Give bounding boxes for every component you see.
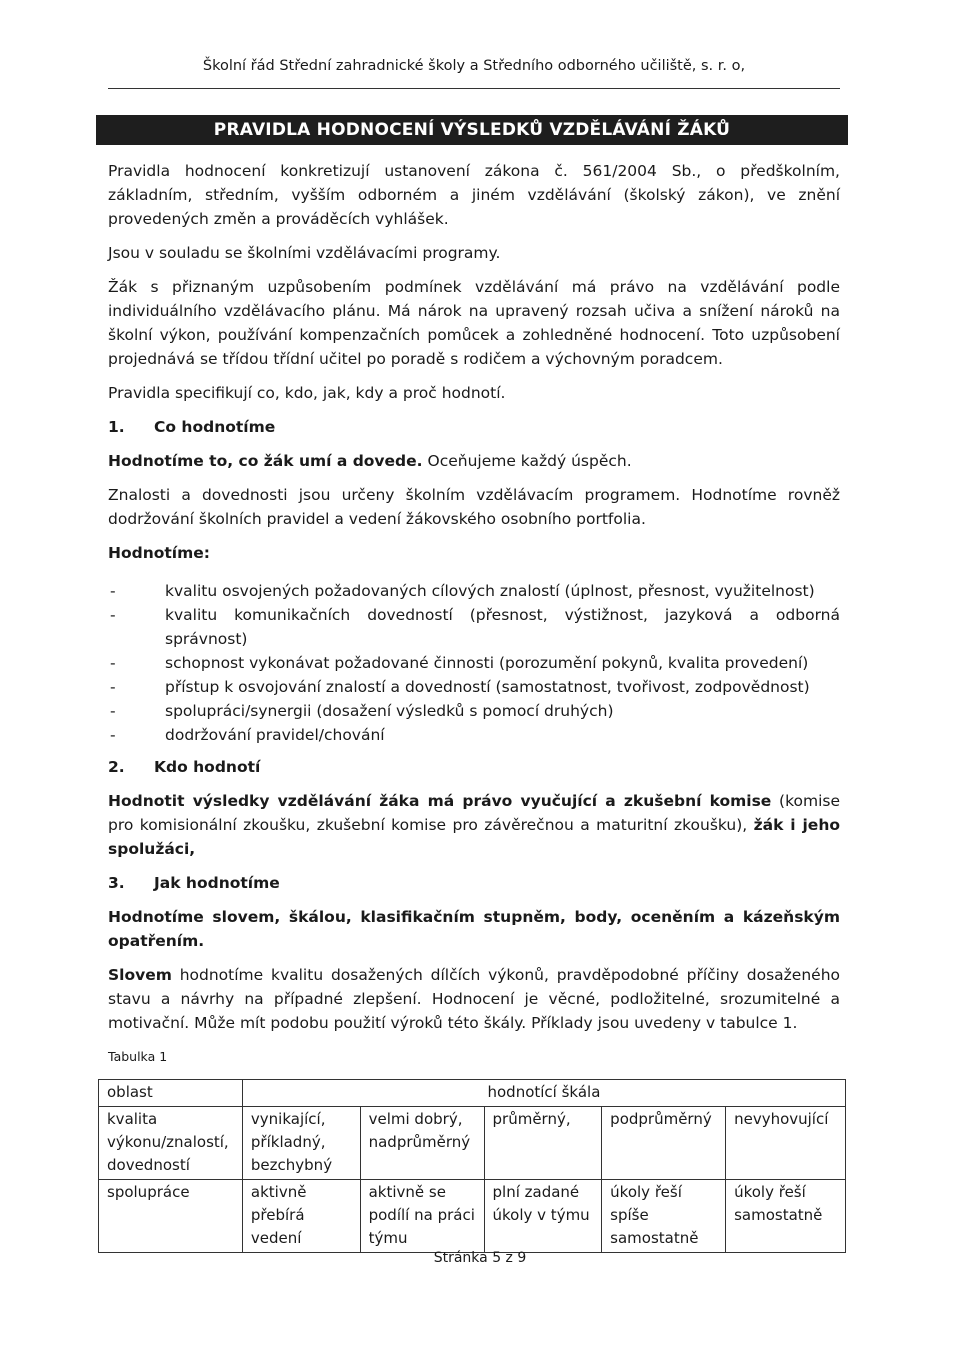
list-item-text: dodržování pravidel/chování — [165, 726, 385, 744]
list-item — [108, 723, 840, 747]
list-item-text: kvalitu osvojených požadovaných cílových znalostí (úplnost, přesnost, využitelnost) — [165, 582, 815, 600]
section-2-paragraph — [108, 789, 840, 861]
evaluation-scale-table — [98, 1079, 846, 1253]
list-item — [108, 651, 840, 675]
section-3-title: Jak hodnotíme — [154, 874, 280, 892]
list-item — [108, 699, 840, 723]
table-cell: úkoly řeší samostatně — [726, 1180, 846, 1253]
table-cell: úkoly řeší spíše samostatně — [602, 1180, 726, 1253]
section-2-bold-1: Hodnotit výsledky vzdělávání žáka má právo vyučující a zkušební komise — [108, 792, 772, 810]
section-2-heading — [108, 755, 840, 779]
table-header-row — [99, 1080, 846, 1107]
section-1-number: 1. — [108, 418, 125, 436]
table-cell: spolupráce — [99, 1180, 243, 1253]
table-header-scale: hodnotící škála — [242, 1080, 845, 1107]
section-1-lead-rest: Oceňujeme každý úspěch. — [422, 452, 632, 470]
list-item-text: schopnost vykonávat požadované činnosti (porozumění pokynů, kvalita provedení) — [165, 654, 809, 672]
intro-paragraph-3: Žák s přiznaným uzpůsobením podmínek vzdělávání má právo na vzdělávání podle individuálního vzdělávacího plánu. Má nárok na upravený rozsah učiva a snížení nároků na školní výkon, používání kompenzačních pomůcek a zohledněné hodnocení. Toto uzpůsobení projednává se třídou třídní učitel po poradě s rodičem a výchovným poradcem. — [108, 278, 840, 368]
list-dash: - — [110, 582, 116, 600]
table-cell: aktivně přebírá vedení — [242, 1180, 360, 1253]
list-dash: - — [110, 726, 116, 744]
section-banner: PRAVIDLA HODNOCENÍ VÝSLEDKŮ VZDĚLÁVÁNÍ ŽÁKŮ — [96, 115, 848, 145]
table-header-area: oblast — [99, 1080, 243, 1107]
document-body — [108, 159, 840, 1253]
table-cell: plní zadané úkoly v týmu — [484, 1180, 602, 1253]
table-cell: velmi dobrý, nadprůměrný — [360, 1107, 484, 1180]
section-2-bold-2: žák i jeho spolužáci, — [108, 816, 840, 858]
table-row — [99, 1107, 846, 1180]
section-1-lead-bold: Hodnotíme to, co žák umí a dovede. — [108, 452, 423, 470]
section-1-list-heading: Hodnotíme: — [108, 544, 210, 562]
section-2-number: 2. — [108, 758, 125, 776]
table-cell: kvalita výkonu/znalostí, dovedností — [99, 1107, 243, 1180]
table-cell: aktivně se podílí na práci týmu — [360, 1180, 484, 1253]
table-cell: průměrný, — [484, 1107, 602, 1180]
list-dash: - — [110, 678, 116, 696]
list-dash: - — [110, 606, 116, 624]
section-3-number: 3. — [108, 874, 125, 892]
section-1-title: Co hodnotíme — [154, 418, 276, 436]
table-cell: vynikající, příkladný, bezchybný — [242, 1107, 360, 1180]
list-dash: - — [110, 654, 116, 672]
list-item — [108, 675, 840, 699]
intro-paragraph-4: Pravidla specifikují co, kdo, jak, kdy a proč hodnotí. — [108, 384, 506, 402]
section-1-lead — [108, 449, 840, 473]
section-2-normal: (komise pro komisionální zkoušku, zkušební komise pro závěrečnou a maturitní zkoušku), — [108, 792, 840, 834]
section-2-title: Kdo hodnotí — [154, 758, 261, 776]
section-3-heading — [108, 871, 840, 895]
table-caption: Tabulka 1 — [108, 1049, 168, 1064]
table-cell: nevyhovující — [726, 1107, 846, 1180]
list-item — [108, 579, 840, 603]
section-1-paragraph-2: Znalosti a dovednosti jsou určeny školním vzdělávacím programem. Hodnotíme rovněž dodržování školních pravidel a vedení žákovského osobního portfolia. — [108, 486, 840, 528]
section-3-paragraph-2-rest: hodnotíme kvalitu dosažených dílčích výkonů, pravděpodobné příčiny dosaženého stavu a návrhy na případné zlepšení. Hodnocení je věcné, podložitelné, srozumitelné a motivační. Může mít podobu použití výroků této škály. Příklady jsou uvedeny v tabulce 1. — [108, 966, 840, 1032]
section-1-heading — [108, 415, 840, 439]
intro-paragraph-1: Pravidla hodnocení konkretizují ustanovení zákona č. 561/2004 Sb., o předškolním, základním, středním, vyšším odborném a jiném vzdělávání (školský zákon), ve znění provedených změn a prováděcích vyhlášek. — [108, 162, 840, 228]
page-number: Stránka 5 z 9 — [433, 1250, 527, 1266]
section-3-bold-word: Slovem — [108, 966, 172, 984]
table-cell: podprůměrný — [602, 1107, 726, 1180]
list-item-text: spolupráci/synergii (dosažení výsledků s pomocí druhých) — [165, 702, 614, 720]
table-row — [99, 1180, 846, 1253]
section-3-paragraph-2 — [108, 963, 840, 1035]
section-3-paragraph-1: Hodnotíme slovem, škálou, klasifikačním stupněm, body, oceněním a kázeňským opatřením. — [108, 908, 840, 950]
evaluation-criteria-list — [108, 579, 840, 747]
intro-paragraph-2: Jsou v souladu se školními vzdělávacími programy. — [108, 244, 501, 262]
list-item-text: kvalitu komunikačních dovedností (přesnost, výstižnost, jazyková a odborná správnost) — [165, 606, 840, 648]
page-header: Školní řád Střední zahradnické školy a Středního odborného učiliště, s. r. o, — [202, 58, 746, 74]
list-dash: - — [110, 702, 116, 720]
list-item-text: přístup k osvojování znalostí a dovedností (samostatnost, tvořivost, zodpovědnost) — [165, 678, 810, 696]
header-rule — [108, 88, 840, 89]
list-item — [108, 603, 840, 651]
